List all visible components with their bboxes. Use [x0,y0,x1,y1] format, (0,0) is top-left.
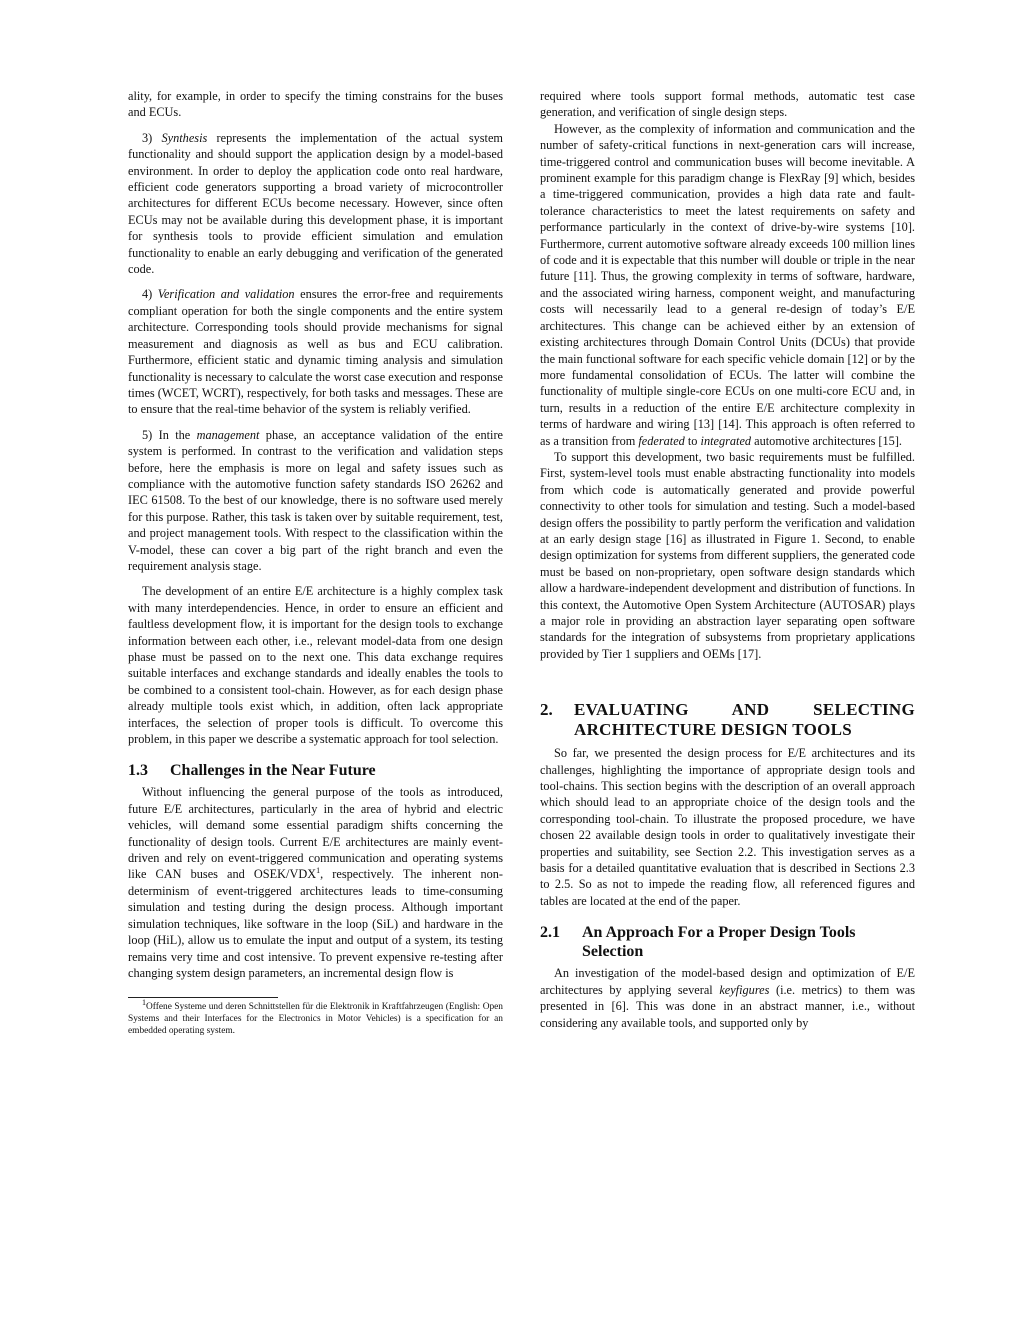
section-heading-2-1 [540,923,915,961]
paragraph-approach: An investigation of the model-based design and optimization of E/E architectures by applying several keyfigures (i.e. metrics) to them was presented in [6]. This was done in an abstract manner, i.e., without considering any available tools, and supported only by [540,966,915,1030]
footnote-divider [128,997,278,998]
paragraph-management: 5) In the management phase, an acceptance validation of the entire system is performed. In contrast to the verification and validation steps before, here the emphasis is more on legal and safety issues such as compliance with the automotive function safety standards ISO 26262 and IEC 61508. To the best of our knowledge, there is no software used merely for this purpose. Rather, this task is taken over by suitable requirement, test, and project management tools. With respect to the classification within the V-model, these can cover a big part of the right branch and even the requirement analysis stage. [128,427,503,573]
section-title: Challenges in the Near Future [170,762,376,780]
section-heading-1-3 [128,761,503,780]
footnote-mark: 1 [142,998,146,1008]
paragraph-synthesis: 3) Synthesis represents the implementation of the actual system functionality and should support the application design by a model-based environment. In order to deploy the application code onto real hardware, efficient code generators supporting a broad variety of microcontroller architectures for different ECUs become necessary. However, since often ECUs may not be available during this development phase, it is important for synthesis tools to provide efficient simulation and emulation functionality to enable an early debugging and verification of the generated code. [128,130,503,277]
section-number: 2. [540,700,553,720]
paragraph: The development of an entire E/E architecture is a highly complex task with many interdependencies. Hence, in order to ensure an efficient and faultless development flow, it is important for the design tools to exchange information between each other, i.e., relevant model-data from one design phase must be passed on to the next one. This data exchange requires suitable interfaces and exchange standards and ideally enables the tools to be combined to a consistent tool-chain. However, as for each design phase already multiple tools exist which, in addition, often lack appropriate interfaces, the selection of proper tools is difficult. To overcome this problem, in this paper we describe a systematic approach for tool selection. [128,584,503,747]
section-heading-2 [540,700,915,740]
section-title: EVALUATING AND SELECTING ARCHITECTURE DESIGN TOOLS [574,700,915,740]
paragraph-requirements: To support this development, two basic requirements must be fulfilled. First, system-level tools must enable abstracting functionality into models from which code is automatically generated and provide powerful connectivity to other tools for simulation and testing. Such a model-based design offers the possibility to partly perform the verification and validation at an early design stage [16] as illustrated in Figure 1. Second, to enable design optimization for systems from different suppliers, the generated code must be based on non-proprietary, open software design standards which allow a hardware-independent development and distribution of functions. In this context, the Automotive Open System Architecture (AUTOSAR) plays a major role in providing an abstraction layer separating open software standards for the integration of subsystems from proprietary applications provided by Tier 1 suppliers and OEMs [17]. [540,449,915,661]
section-number: 2.1 [540,924,560,942]
paragraph-section2-intro: So far, we presented the design process for E/E architectures and its challenges, highlighting the importance of appropriate design tools and tool-chains. This section begins with the description of an overall approach which should lead to an appropriate choice of the design tools and the corresponding tool-chain. To illustrate the proposed procedure, we have chosen 22 available design tools in order to qualitatively investigate their properties and suitability, see Section 2.2. This investigation serves as a basis for a detailed quantitative evaluation that is described in Sections 2.3 to 2.5. So as not to impede the reading flow, all referenced figures and tables are located at the end of the paper. [540,746,915,908]
paragraph: required where tools support formal methods, automatic test case generation, and verification of single design steps. [540,89,915,120]
section-title: An Approach For a Proper Design Tools Selection [582,924,856,961]
paragraph-complexity: However, as the complexity of information and communication and the number of safety-critical functions in next-generation cars will increase, time-triggered control and communication buses will become inevitable. A prominent example for this paradigm change is FlexRay [9] which, besides a time-triggered communication, provides a high data rate and fault-tolerance characteristics to meet the latest requirements on safety and performance particularly in the context of drive-by-wire systems [10]. Furthermore, current automotive software already exceeds 100 million lines of code and it is expectable that this number will double or triple in the near future [11]. Thus, the growing complexity in terms of software, hardware, and the associated wiring harness, component weight, and manufacturing costs will necessarily lead to a general re-design of today’s E/E architectures. This change can be achieved either by an extension of existing architectures through Domain Control Units (DCUs) that provide the main functional software for each specific vehicle domain [12] or by the more fundamental consolidation of ECUs. The latter will combine the functionality of multiple single-core ECUs on one multi-core ECU and, in turn, results in a reduction of the entire E/E architecture complexity in terms of hardware and wiring [13] [14]. This approach is often referred to as a transition from federated to integrated automotive architectures [15]. [540,121,915,448]
right-column [540,88,915,1031]
paragraph-challenges: Without influencing the general purpose of the tools as introduced, future E/E architectures, particularly in the area of hybrid and electric vehicles, will demand some essential paradigm shifts concerning the functionality of design tools. Current E/E architectures are mainly event-driven and rely on event-triggered communication and operating systems like CAN buses and OSEK/VDX$^1$, respectively. The inherent non-determinism of event-triggered architectures leads to time-consuming simulation and testing during the design process. Although important simulation techniques, like software in the loop (SiL) and hardware in the loop (HiL), allow us to emulate the input and output of a system, its testing remains very time and cost intensive. To prevent expensive re-testing after changing system design parameters, an incremental design flow is [128,785,504,980]
paragraph: ality, for example, in order to specify the timing constrains for the buses and ECUs. [128,89,503,120]
footnote [128,998,503,1037]
left-column [128,88,503,1037]
footnote-ref: 1 [316,866,321,876]
section-number: 1.3 [128,762,148,780]
footnote-text: Offene Systeme und deren Schnittstellen für die Elektronik in Kraftfahrzeugen (English: Open Systems and their Interfaces for the Electronics in Motor Vehicles) is a specification for an embedded operating system. [128,1002,503,1037]
paragraph-verification: 4) Verification and validation ensures the error-free and requirements compliant operation for both the single components and the entire system architecture. Corresponding tools should provide mechanisms for signal measurement and diagnosis as well as bus and ECU calibration. Furthermore, efficient static and dynamic timing analysis and simulation functionality is necessary to calculate the worst case execution and response times (WCET, WCRT), respectively, for both tasks and messages. These are to ensure that the real-time behavior of the system is reliably verified. [128,287,503,417]
